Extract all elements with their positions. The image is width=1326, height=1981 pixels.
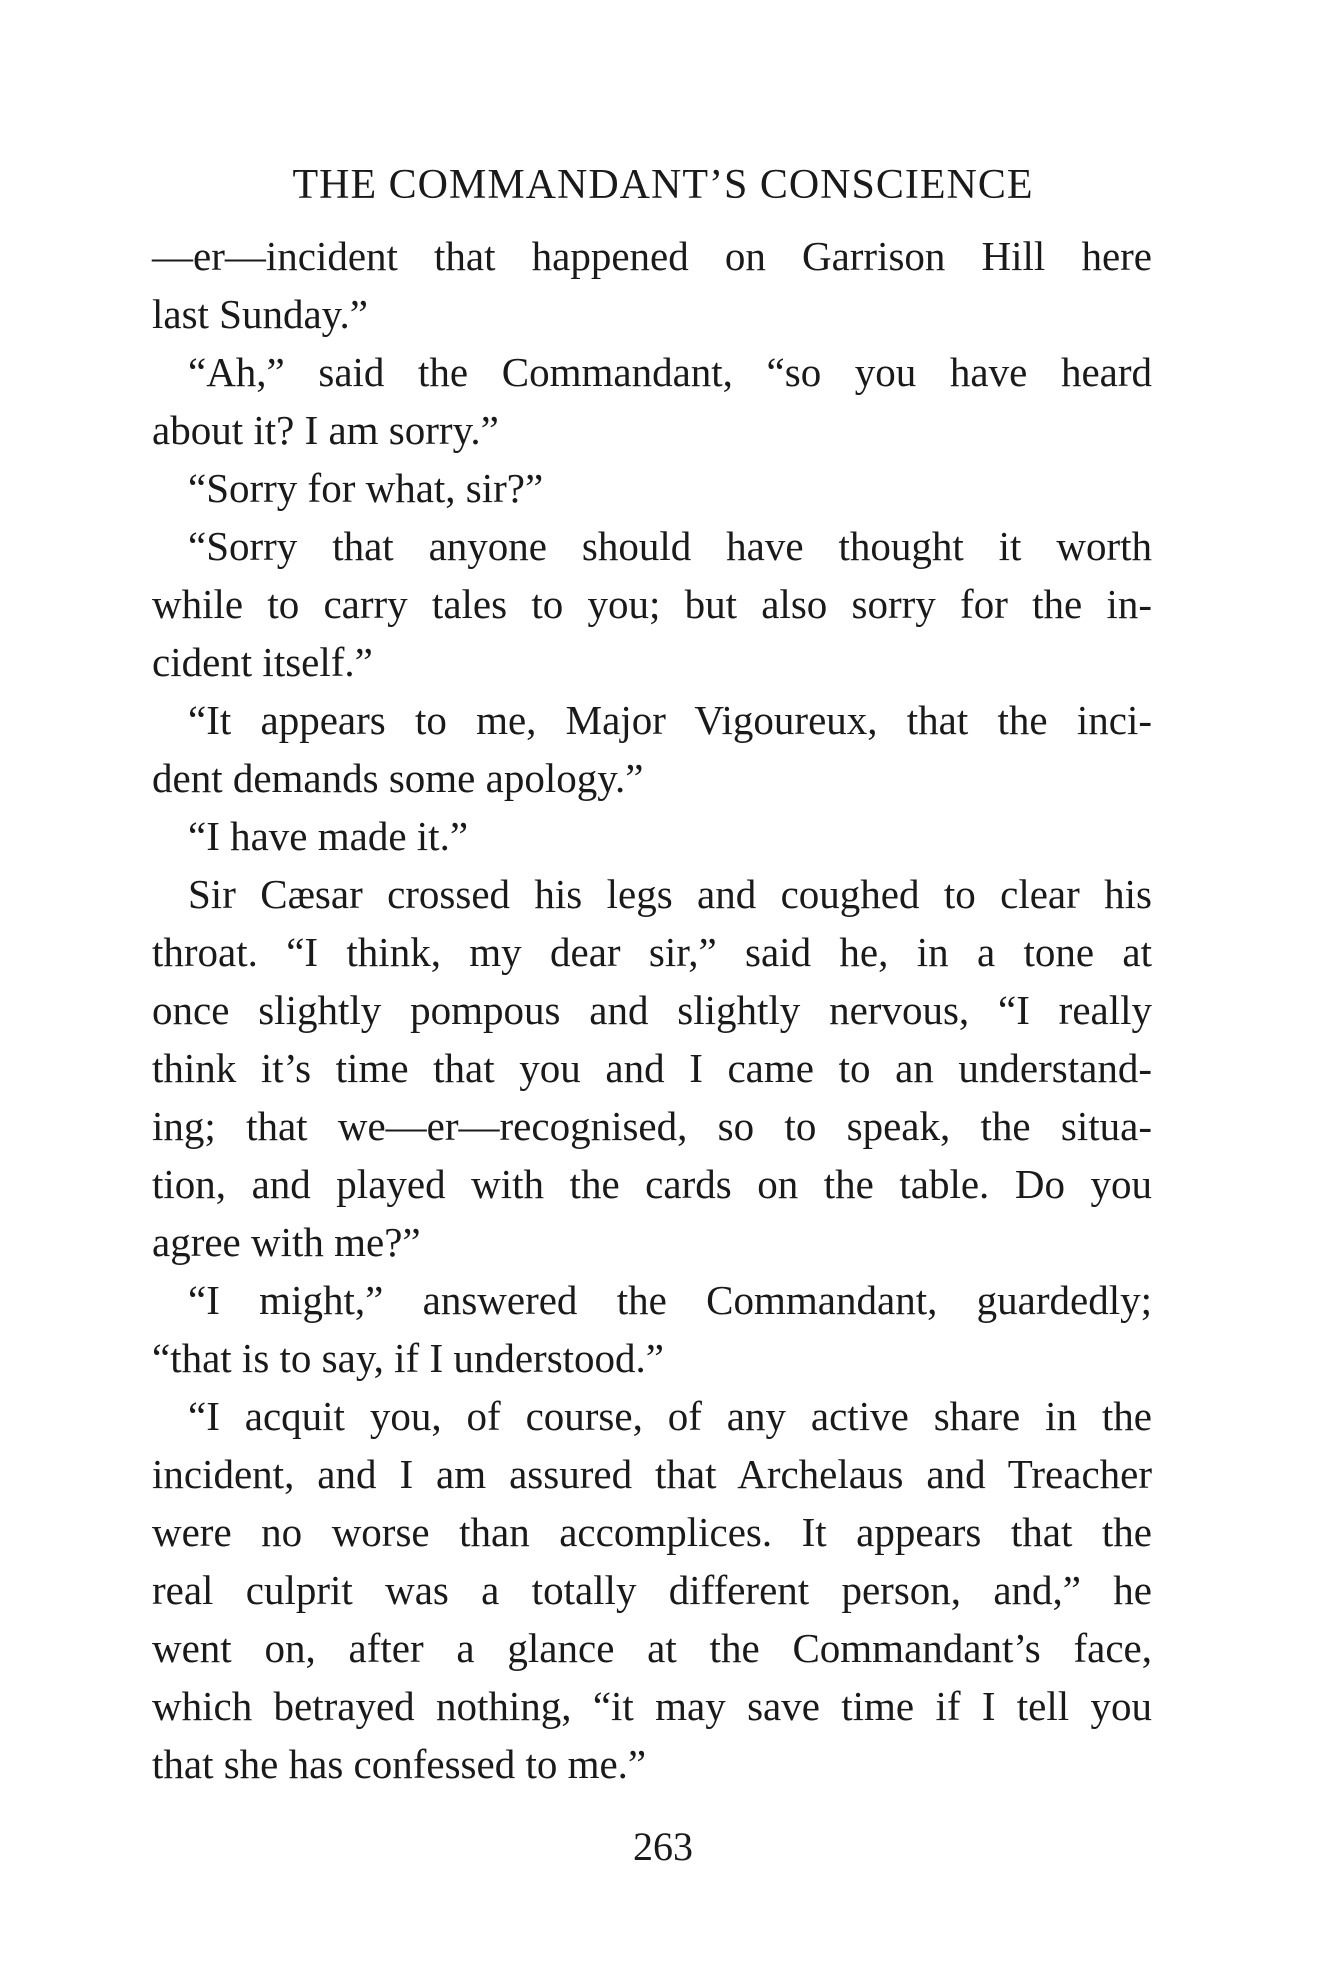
text-line: cident itself.” bbox=[152, 639, 373, 685]
running-head: THE COMMANDANT’S CONSCIENCE bbox=[292, 162, 1034, 208]
text-line: “It appears to me, Major Vigoureux, that the inci- bbox=[188, 697, 1152, 743]
text-line: last Sunday.” bbox=[152, 291, 368, 337]
text-line: “Sorry for what, sir?” bbox=[188, 465, 544, 511]
text-line: ing; that we—er—recognised, so to speak, the situa- bbox=[152, 1103, 1152, 1149]
body-text bbox=[152, 227, 1152, 1793]
text-line: about it? I am sorry.” bbox=[152, 407, 499, 453]
text-line: throat. “I think, my dear sir,” said he, in a tone at bbox=[152, 929, 1152, 975]
text-line: “I have made it.” bbox=[188, 813, 469, 859]
text-line: “I might,” answered the Commandant, guardedly; bbox=[188, 1277, 1152, 1323]
text-line: that she has confessed to me.” bbox=[152, 1741, 647, 1787]
page-number: 263 bbox=[633, 1824, 693, 1869]
text-line: while to carry tales to you; but also sorry for the in- bbox=[152, 581, 1152, 627]
text-line: once slightly pompous and slightly nervous, “I really bbox=[152, 987, 1152, 1033]
text-line: think it’s time that you and I came to an understand- bbox=[152, 1045, 1152, 1091]
text-line: Sir Cæsar crossed his legs and coughed to clear his bbox=[188, 871, 1152, 917]
text-line: “Sorry that anyone should have thought it worth bbox=[188, 523, 1152, 569]
text-line: “that is to say, if I understood.” bbox=[152, 1335, 664, 1381]
text-line: —er—incident that happened on Garrison Hill here bbox=[152, 233, 1152, 279]
text-line: went on, after a glance at the Commandant’s face, bbox=[152, 1625, 1152, 1671]
text-line: dent demands some apology.” bbox=[152, 755, 644, 801]
text-line: “I acquit you, of course, of any active share in the bbox=[188, 1393, 1152, 1439]
text-line: real culprit was a totally different person, and,” he bbox=[152, 1567, 1152, 1613]
text-line: “Ah,” said the Commandant, “so you have heard bbox=[188, 349, 1152, 395]
text-line: tion, and played with the cards on the table. Do you bbox=[152, 1161, 1152, 1207]
text-line: agree with me?” bbox=[152, 1219, 421, 1265]
text-line: which betrayed nothing, “it may save time if I tell you bbox=[152, 1683, 1152, 1729]
text-line: were no worse than accomplices. It appears that the bbox=[152, 1509, 1152, 1555]
text-line: incident, and I am assured that Archelaus and Treacher bbox=[152, 1451, 1152, 1497]
